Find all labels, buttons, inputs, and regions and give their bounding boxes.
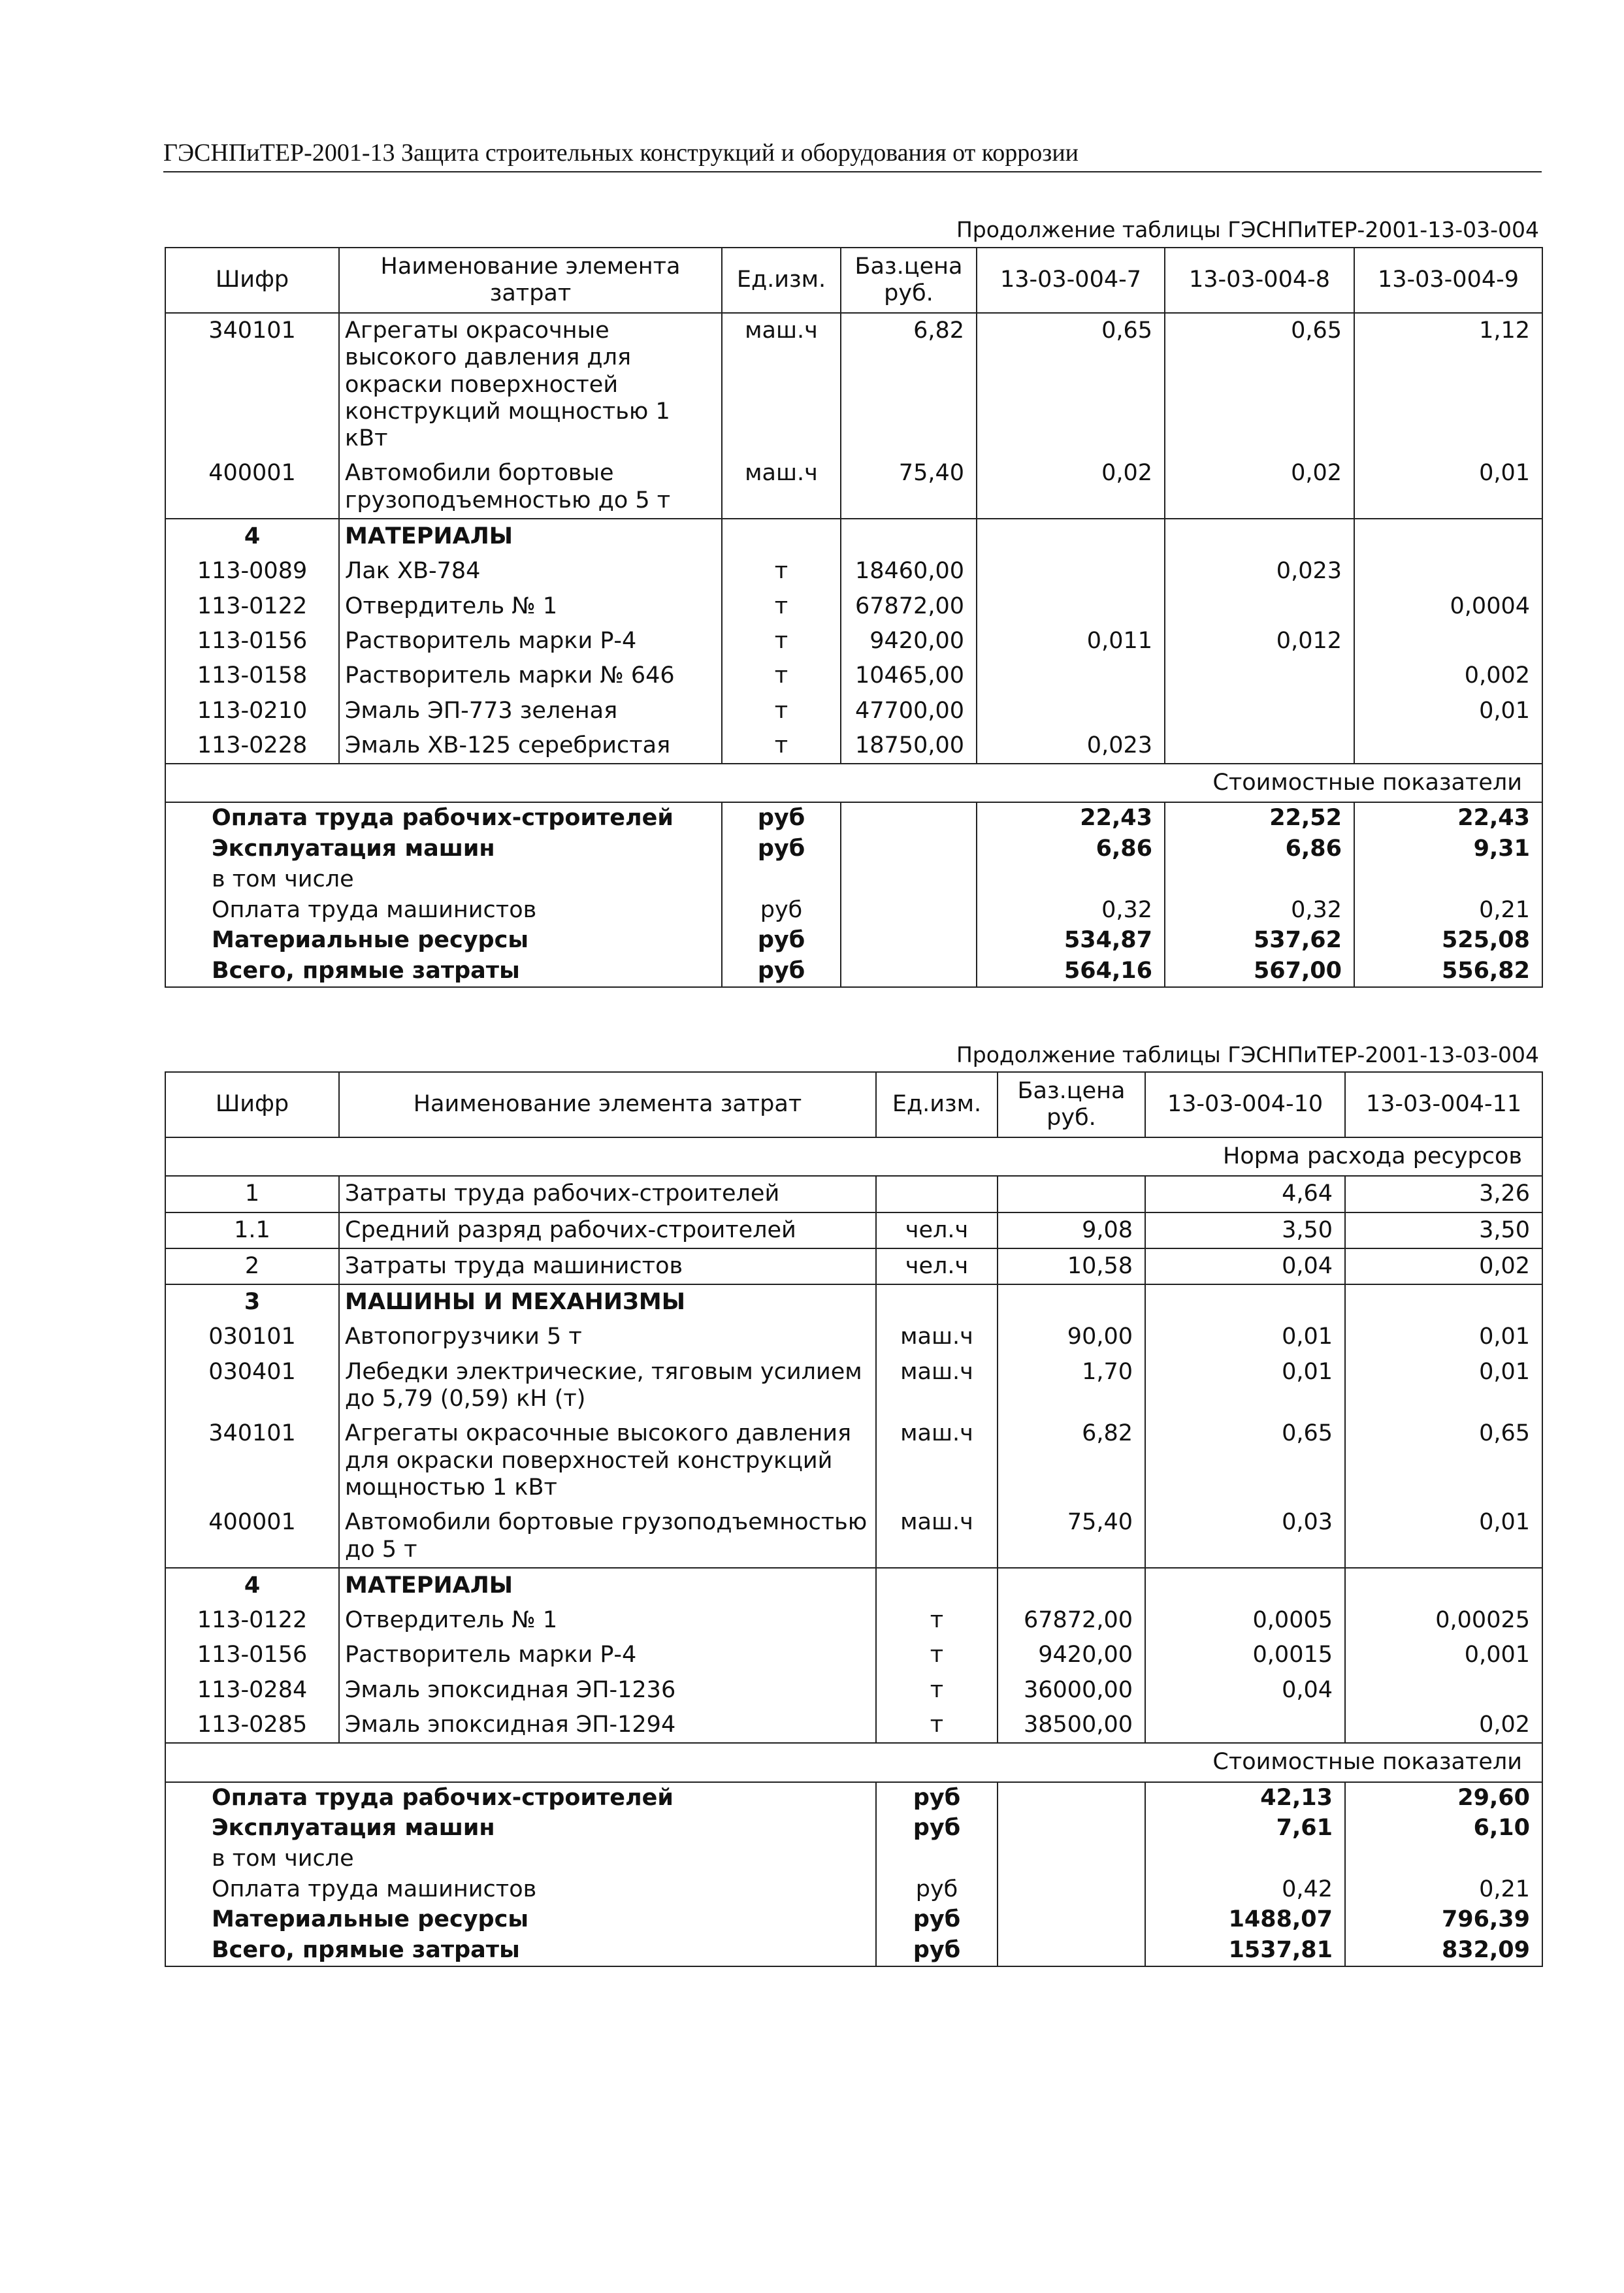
table-row	[165, 624, 1542, 659]
summary-value: 6,10	[1345, 1813, 1542, 1844]
summary-row	[165, 956, 1542, 987]
norm-value-cell	[1165, 694, 1354, 728]
empty-cell	[977, 519, 1165, 554]
empty-cell	[841, 834, 977, 864]
cost-band-label: Стоимостные показатели	[165, 764, 1542, 802]
price-cell: 18750,00	[841, 728, 977, 764]
norm-value-cell: 0,01	[1345, 1320, 1542, 1354]
unit-cell: т	[722, 624, 841, 659]
summary-label: Оплата труда машинистов	[165, 1874, 876, 1905]
unit-cell: маш.ч	[876, 1355, 998, 1417]
summary-label: Материальные ресурсы	[165, 925, 722, 956]
code-cell: 113-0122	[165, 1603, 339, 1638]
empty-cell	[1354, 519, 1542, 554]
empty-cell	[841, 519, 977, 554]
empty-cell	[841, 925, 977, 956]
norm-value-cell: 0,01	[1354, 694, 1542, 728]
price-cell: 9,08	[998, 1212, 1145, 1248]
name-cell: Лак ХВ-784	[339, 554, 722, 589]
summary-value: 6,86	[1165, 834, 1354, 864]
norm-value-cell	[977, 694, 1165, 728]
summary-unit: руб	[876, 1813, 998, 1844]
summary-value: 0,32	[1165, 895, 1354, 926]
table-row	[165, 1355, 1542, 1417]
summary-value	[1145, 1844, 1345, 1874]
summary-unit	[722, 864, 841, 895]
norm-value-cell: 0,02	[977, 456, 1165, 519]
summary-value: 1537,81	[1145, 1935, 1345, 1966]
section-code: 4	[165, 1568, 339, 1603]
empty-cell	[1145, 1568, 1345, 1603]
norm-value-cell: 0,011	[977, 624, 1165, 659]
col-header-name: Наименование элемента затрат	[339, 1072, 876, 1137]
price-cell: 36000,00	[998, 1673, 1145, 1708]
unit-cell: т	[876, 1673, 998, 1708]
price-cell: 90,00	[998, 1320, 1145, 1354]
summary-row	[165, 925, 1542, 956]
code-cell: 030101	[165, 1320, 339, 1354]
summary-unit: руб	[876, 1904, 998, 1935]
name-cell: Средний разряд рабочих-строителей	[339, 1212, 876, 1248]
col-header-norm-9: 13-03-004-9	[1354, 248, 1542, 313]
table-row	[165, 456, 1542, 519]
summary-value: 29,60	[1345, 1782, 1542, 1813]
norm-value-cell: 0,01	[1145, 1320, 1345, 1354]
summary-unit: руб	[722, 925, 841, 956]
name-cell: Эмаль эпоксидная ЭП-1294	[339, 1708, 876, 1743]
table-row	[165, 589, 1542, 624]
name-cell: Затраты труда машинистов	[339, 1248, 876, 1284]
norm-value-cell: 0,01	[1345, 1505, 1542, 1568]
unit-cell: чел.ч	[876, 1212, 998, 1248]
table-row	[165, 1505, 1542, 1568]
code-cell: 030401	[165, 1355, 339, 1417]
table-row	[165, 659, 1542, 693]
col-header-price: Баз.цена руб.	[841, 248, 977, 313]
norm-value-cell: 0,02	[1345, 1248, 1542, 1284]
col-header-norm-11: 13-03-004-11	[1345, 1072, 1542, 1137]
price-cell: 1,70	[998, 1355, 1145, 1417]
code-cell: 113-0156	[165, 1638, 339, 1672]
name-cell: Эмаль эпоксидная ЭП-1236	[339, 1673, 876, 1708]
table-header-row	[165, 1072, 1542, 1137]
empty-cell	[841, 802, 977, 834]
summary-value: 22,43	[977, 802, 1165, 834]
code-cell: 113-0228	[165, 728, 339, 764]
norm-value-cell: 3,26	[1345, 1176, 1542, 1212]
table-row	[165, 1320, 1542, 1354]
price-cell: 9420,00	[841, 624, 977, 659]
summary-label: Всего, прямые затраты	[165, 956, 722, 987]
name-cell: Агрегаты окрасочные высокого давления для окраски поверхностей конструкций мощностью 1 кВт	[339, 313, 722, 456]
price-cell: 10,58	[998, 1248, 1145, 1284]
empty-cell	[998, 1874, 1145, 1905]
norm-value-cell	[1165, 659, 1354, 693]
summary-value: 556,82	[1354, 956, 1542, 987]
summary-label: Материальные ресурсы	[165, 1904, 876, 1935]
summary-value: 6,86	[977, 834, 1165, 864]
norm-value-cell: 0,01	[1145, 1355, 1345, 1417]
table-row	[165, 313, 1542, 456]
code-cell: 1.1	[165, 1212, 339, 1248]
table-row	[165, 694, 1542, 728]
name-cell: Отвердитель № 1	[339, 589, 722, 624]
col-header-norm-8: 13-03-004-8	[1165, 248, 1354, 313]
summary-value: 537,62	[1165, 925, 1354, 956]
empty-cell	[876, 1568, 998, 1603]
summary-value: 22,52	[1165, 802, 1354, 834]
summary-value: 0,42	[1145, 1874, 1345, 1905]
section-code: 4	[165, 519, 339, 554]
unit-cell: маш.ч	[722, 456, 841, 519]
name-cell: Агрегаты окрасочные высокого давления для окраски поверхностей конструкций мощностью 1 кВт	[339, 1416, 876, 1505]
unit-cell: маш.ч	[876, 1320, 998, 1354]
empty-cell	[841, 864, 977, 895]
summary-row	[165, 1874, 1542, 1905]
unit-cell: т	[722, 659, 841, 693]
summary-value: 567,00	[1165, 956, 1354, 987]
norm-value-cell: 0,65	[1145, 1416, 1345, 1505]
norm-value-cell	[977, 589, 1165, 624]
name-cell: Эмаль ХВ-125 серебристая	[339, 728, 722, 764]
section-row	[165, 519, 1542, 554]
norm-value-cell: 0,00025	[1345, 1603, 1542, 1638]
empty-cell	[998, 1844, 1145, 1874]
cost-band-label: Стоимостные показатели	[165, 1743, 1542, 1781]
summary-label: Оплата труда машинистов	[165, 895, 722, 926]
norm-value-cell: 3,50	[1145, 1212, 1345, 1248]
table-row	[165, 1673, 1542, 1708]
col-header-code: Шифр	[165, 248, 339, 313]
code-cell: 113-0285	[165, 1708, 339, 1743]
summary-row	[165, 1782, 1542, 1813]
summary-row	[165, 1935, 1542, 1966]
norm-value-cell: 0,04	[1145, 1673, 1345, 1708]
name-cell: Затраты труда рабочих-строителей	[339, 1176, 876, 1212]
norm-value-cell	[1145, 1708, 1345, 1743]
price-cell: 6,82	[841, 313, 977, 456]
norm-value-cell: 0,01	[1345, 1355, 1542, 1417]
price-cell: 18460,00	[841, 554, 977, 589]
summary-unit: руб	[722, 834, 841, 864]
empty-cell	[876, 1284, 998, 1320]
summary-row	[165, 864, 1542, 895]
unit-cell: маш.ч	[876, 1505, 998, 1568]
name-cell: Отвердитель № 1	[339, 1603, 876, 1638]
summary-row	[165, 834, 1542, 864]
price-cell: 75,40	[841, 456, 977, 519]
code-cell: 2	[165, 1248, 339, 1284]
empty-cell	[1345, 1568, 1542, 1603]
section-row	[165, 1284, 1542, 1320]
norm-value-cell	[1354, 624, 1542, 659]
summary-unit: руб	[876, 1935, 998, 1966]
price-cell: 6,82	[998, 1416, 1145, 1505]
code-cell: 113-0089	[165, 554, 339, 589]
summary-label: Оплата труда рабочих-строителей	[165, 1782, 876, 1813]
unit-cell: чел.ч	[876, 1248, 998, 1284]
code-cell: 340101	[165, 313, 339, 456]
summary-value: 832,09	[1345, 1935, 1542, 1966]
empty-cell	[998, 1904, 1145, 1935]
norm-value-cell: 0,023	[977, 728, 1165, 764]
empty-cell	[998, 1813, 1145, 1844]
summary-value: 534,87	[977, 925, 1165, 956]
col-header-code: Шифр	[165, 1072, 339, 1137]
code-cell: 113-0158	[165, 659, 339, 693]
code-cell: 400001	[165, 1505, 339, 1568]
summary-value: 0,21	[1345, 1874, 1542, 1905]
summary-value: 42,13	[1145, 1782, 1345, 1813]
code-cell: 113-0156	[165, 624, 339, 659]
page-header: ГЭСНПиТЕР-2001-13 Защита строительных конструкций и оборудования от коррозии	[163, 139, 1079, 167]
table-row	[165, 1603, 1542, 1638]
norm-value-cell: 0,0004	[1354, 589, 1542, 624]
table-row	[165, 554, 1542, 589]
name-cell: Растворитель марки Р-4	[339, 624, 722, 659]
summary-unit: руб	[722, 802, 841, 834]
norm-value-cell: 4,64	[1145, 1176, 1345, 1212]
norm-value-cell: 0,65	[977, 313, 1165, 456]
norm-value-cell: 0,002	[1354, 659, 1542, 693]
section-code: 3	[165, 1284, 339, 1320]
empty-cell	[998, 1284, 1145, 1320]
empty-cell	[998, 1782, 1145, 1813]
name-cell: Автомобили бортовые грузоподъемностью до 5 т	[339, 1505, 876, 1568]
unit-cell: т	[876, 1638, 998, 1672]
norm-value-cell	[1354, 728, 1542, 764]
summary-row	[165, 1904, 1542, 1935]
norm-value-cell: 0,001	[1345, 1638, 1542, 1672]
norm-value-cell	[1354, 554, 1542, 589]
code-cell: 400001	[165, 456, 339, 519]
norm-value-cell: 1,12	[1354, 313, 1542, 456]
price-cell: 10465,00	[841, 659, 977, 693]
summary-value	[1345, 1844, 1542, 1874]
norm-value-cell: 0,0015	[1145, 1638, 1345, 1672]
summary-value: 564,16	[977, 956, 1165, 987]
summary-label: Всего, прямые затраты	[165, 1935, 876, 1966]
norm-band	[165, 1137, 1542, 1176]
table-row	[165, 1708, 1542, 1743]
unit-cell: маш.ч	[722, 313, 841, 456]
price-cell	[998, 1176, 1145, 1212]
summary-unit	[876, 1844, 998, 1874]
col-header-norm-7: 13-03-004-7	[977, 248, 1165, 313]
empty-cell	[1145, 1284, 1345, 1320]
resource-table-1	[165, 247, 1543, 988]
empty-cell	[722, 519, 841, 554]
empty-cell	[841, 895, 977, 926]
summary-unit: руб	[876, 1782, 998, 1813]
norm-value-cell	[977, 659, 1165, 693]
table-row	[165, 728, 1542, 764]
summary-unit: руб	[876, 1874, 998, 1905]
unit-cell: т	[876, 1603, 998, 1638]
price-cell: 75,40	[998, 1505, 1145, 1568]
table2-caption: Продолжение таблицы ГЭСНПиТЕР-2001-13-03-004	[956, 1042, 1539, 1067]
summary-value: 9,31	[1354, 834, 1542, 864]
norm-value-cell: 0,65	[1165, 313, 1354, 456]
summary-label: в том числе	[165, 864, 722, 895]
summary-unit: руб	[722, 956, 841, 987]
norm-value-cell: 0,023	[1165, 554, 1354, 589]
table-row	[165, 1176, 1542, 1212]
name-cell: Эмаль ЭП-773 зеленая	[339, 694, 722, 728]
summary-label: Эксплуатация машин	[165, 834, 722, 864]
norm-value-cell: 0,65	[1345, 1416, 1542, 1505]
empty-cell	[998, 1935, 1145, 1966]
summary-label: Оплата труда рабочих-строителей	[165, 802, 722, 834]
price-cell: 67872,00	[998, 1603, 1145, 1638]
norm-value-cell: 0,012	[1165, 624, 1354, 659]
summary-label: Эксплуатация машин	[165, 1813, 876, 1844]
summary-value: 22,43	[1354, 802, 1542, 834]
summary-value: 1488,07	[1145, 1904, 1345, 1935]
norm-value-cell: 3,50	[1345, 1212, 1542, 1248]
summary-value: 796,39	[1345, 1904, 1542, 1935]
unit-cell	[876, 1176, 998, 1212]
table-row	[165, 1212, 1542, 1248]
name-cell: Лебедки электрические, тяговым усилием до 5,79 (0,59) кН (т)	[339, 1355, 876, 1417]
col-header-unit: Ед.изм.	[876, 1072, 998, 1137]
code-cell: 340101	[165, 1416, 339, 1505]
summary-value: 525,08	[1354, 925, 1542, 956]
norm-value-cell	[1345, 1673, 1542, 1708]
col-header-name: Наименование элемента затрат	[339, 248, 722, 313]
unit-cell: т	[722, 554, 841, 589]
name-cell: Автомобили бортовые грузоподъемностью до 5 т	[339, 456, 722, 519]
summary-row	[165, 1844, 1542, 1874]
empty-cell	[998, 1568, 1145, 1603]
price-cell: 47700,00	[841, 694, 977, 728]
norm-value-cell	[977, 554, 1165, 589]
code-cell: 113-0210	[165, 694, 339, 728]
norm-value-cell	[1165, 728, 1354, 764]
empty-cell	[1165, 519, 1354, 554]
norm-value-cell: 0,02	[1165, 456, 1354, 519]
norm-value-cell: 0,0005	[1145, 1603, 1345, 1638]
summary-value	[1165, 864, 1354, 895]
unit-cell: т	[722, 694, 841, 728]
unit-cell: т	[876, 1708, 998, 1743]
norm-value-cell: 0,01	[1354, 456, 1542, 519]
code-cell: 1	[165, 1176, 339, 1212]
table-row	[165, 1248, 1542, 1284]
col-header-norm-10: 13-03-004-10	[1145, 1072, 1345, 1137]
table-row	[165, 1638, 1542, 1672]
header-rule	[163, 171, 1542, 172]
section-row	[165, 1568, 1542, 1603]
section-title: МАТЕРИАЛЫ	[339, 519, 722, 554]
name-cell: Автопогрузчики 5 т	[339, 1320, 876, 1354]
col-header-price: Баз.цена руб.	[998, 1072, 1145, 1137]
norm-value-cell: 0,04	[1145, 1248, 1345, 1284]
summary-value	[977, 864, 1165, 895]
summary-row	[165, 1813, 1542, 1844]
cost-band	[165, 1743, 1542, 1781]
section-title: МАШИНЫ И МЕХАНИЗМЫ	[339, 1284, 876, 1320]
norm-value-cell: 0,03	[1145, 1505, 1345, 1568]
summary-value: 7,61	[1145, 1813, 1345, 1844]
price-cell: 67872,00	[841, 589, 977, 624]
summary-value: 0,32	[977, 895, 1165, 926]
norm-value-cell	[1165, 589, 1354, 624]
unit-cell: маш.ч	[876, 1416, 998, 1505]
unit-cell: т	[722, 728, 841, 764]
norm-band-label: Норма расхода ресурсов	[165, 1137, 1542, 1176]
summary-row	[165, 802, 1542, 834]
table-header-row	[165, 248, 1542, 313]
col-header-unit: Ед.изм.	[722, 248, 841, 313]
name-cell: Растворитель марки № 646	[339, 659, 722, 693]
price-cell: 9420,00	[998, 1638, 1145, 1672]
price-cell: 38500,00	[998, 1708, 1145, 1743]
resource-table-2	[165, 1071, 1543, 1967]
section-title: МАТЕРИАЛЫ	[339, 1568, 876, 1603]
unit-cell: т	[722, 589, 841, 624]
summary-unit: руб	[722, 895, 841, 926]
code-cell: 113-0284	[165, 1673, 339, 1708]
code-cell: 113-0122	[165, 589, 339, 624]
cost-band	[165, 764, 1542, 802]
summary-label: в том числе	[165, 1844, 876, 1874]
summary-value	[1354, 864, 1542, 895]
name-cell: Растворитель марки Р-4	[339, 1638, 876, 1672]
empty-cell	[1345, 1284, 1542, 1320]
summary-row	[165, 895, 1542, 926]
table1-caption: Продолжение таблицы ГЭСНПиТЕР-2001-13-03-004	[956, 217, 1539, 242]
table-row	[165, 1416, 1542, 1505]
norm-value-cell: 0,02	[1345, 1708, 1542, 1743]
summary-value: 0,21	[1354, 895, 1542, 926]
empty-cell	[841, 956, 977, 987]
